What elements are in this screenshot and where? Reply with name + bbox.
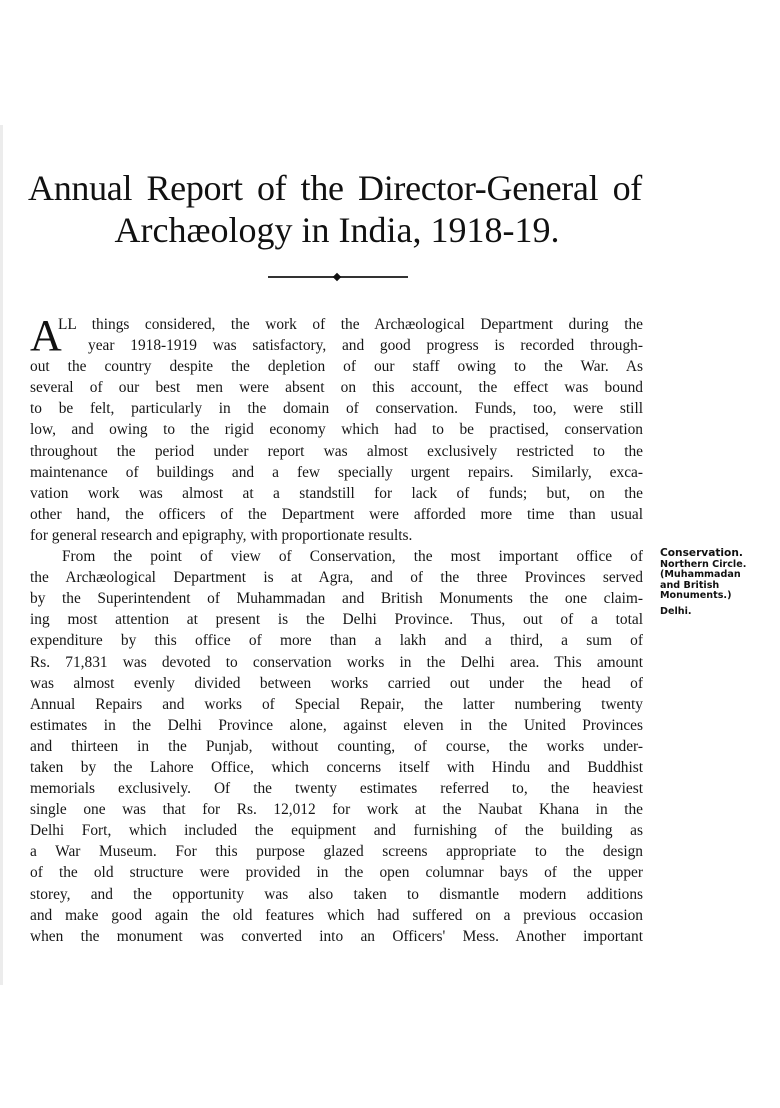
body-line: for general research and epigraphy, with proportionate results. (30, 526, 413, 544)
body-line: single one was that for Rs. 12,012 for work at the Naubat Khana in the (30, 801, 643, 819)
margin-note-place: Delhi. (660, 605, 692, 617)
body-text (30, 311, 643, 947)
body-line: several of our best men were absent on this account, the effect was bound (30, 379, 643, 397)
margin-note-line: (Muhammadan (660, 569, 741, 580)
body-line: taken by the Lahore Office, which concerns itself with Hindu and Buddhist (30, 758, 643, 776)
body-line: memorials exclusively. Of the twenty estimates referred to, the heaviest (30, 780, 643, 798)
drop-cap: A (30, 311, 62, 360)
body-line: estimates in the Delhi Province alone, against eleven in the United Provinces (30, 716, 643, 734)
body-line: by the Superintendent of Muhammadan and British Monuments the one claim- (30, 590, 643, 608)
body-line: expenditure by this office of more than a lakh and a third, a sum of (30, 632, 643, 650)
body-line: was almost evenly divided between works carried out under the head of (30, 674, 643, 692)
body-line: other hand, the officers of the Department were afforded more time than usual (30, 505, 643, 523)
body-line: year 1918-1919 was satisfactory, and good progress is recorded through- (88, 337, 643, 355)
margin-note-heading: Conservation. (660, 547, 743, 559)
margin-note-line: Monuments.) (660, 590, 732, 601)
body-line: the Archæological Department is at Agra, and of the three Provinces served (30, 569, 643, 587)
body-line: ing most attention at present is the Delhi Province. Thus, out of a total (30, 611, 643, 629)
ornamental-divider (268, 276, 408, 278)
body-line: vation work was almost at a standstill for lack of funds; but, on the (30, 484, 643, 502)
body-line: to be felt, particularly in the domain of conservation. Funds, too, were still (30, 400, 643, 418)
body-line: From the point of view of Conservation, the most important office of (62, 548, 643, 566)
margin-note-line: Northern Circle. (660, 558, 747, 570)
margin-note-line: and British (660, 579, 720, 591)
body-line: Annual Repairs and works of Special Repair, the latter numbering twenty (30, 695, 643, 713)
body-line: out the country despite the depletion of our staff owing to the War. As (30, 358, 643, 376)
body-line: Delhi Fort, which included the equipment and furnishing of the building as (30, 822, 643, 840)
body-line: maintenance of buildings and a few specially urgent repairs. Similarly, exca- (30, 463, 643, 481)
body-line: when the monument was converted into an Officers' Mess. Another important (30, 927, 643, 945)
scan-page-edge (0, 125, 3, 985)
divider-diamond-icon (333, 273, 341, 281)
title-line-2: Archæology in India, 1918-19. (114, 210, 560, 250)
body-line: low, and owing to the rigid economy which had to be practised, conservation (30, 421, 643, 439)
body-line: of the old structure were provided in the open columnar bays of the upper (30, 864, 643, 882)
report-title (28, 168, 642, 250)
body-line: a War Museum. For this purpose glazed screens appropriate to the design (30, 843, 643, 861)
body-line: and thirteen in the Punjab, without counting, of course, the works under- (30, 737, 643, 755)
body-line: LL things considered, the work of the Archæological Department during the (58, 316, 643, 333)
margin-note (660, 548, 775, 617)
body-line: and make good again the old features which had suffered on a previous occasion (30, 906, 643, 924)
title-line-1: Annual Report of the Director-General of (28, 168, 642, 208)
body-line: throughout the period under report was almost exclusively restricted to the (30, 442, 643, 460)
body-line: Rs. 71,831 was devoted to conservation works in the Delhi area. This amount (30, 653, 643, 671)
body-line: storey, and the opportunity was also taken to dismantle modern additions (30, 885, 643, 903)
